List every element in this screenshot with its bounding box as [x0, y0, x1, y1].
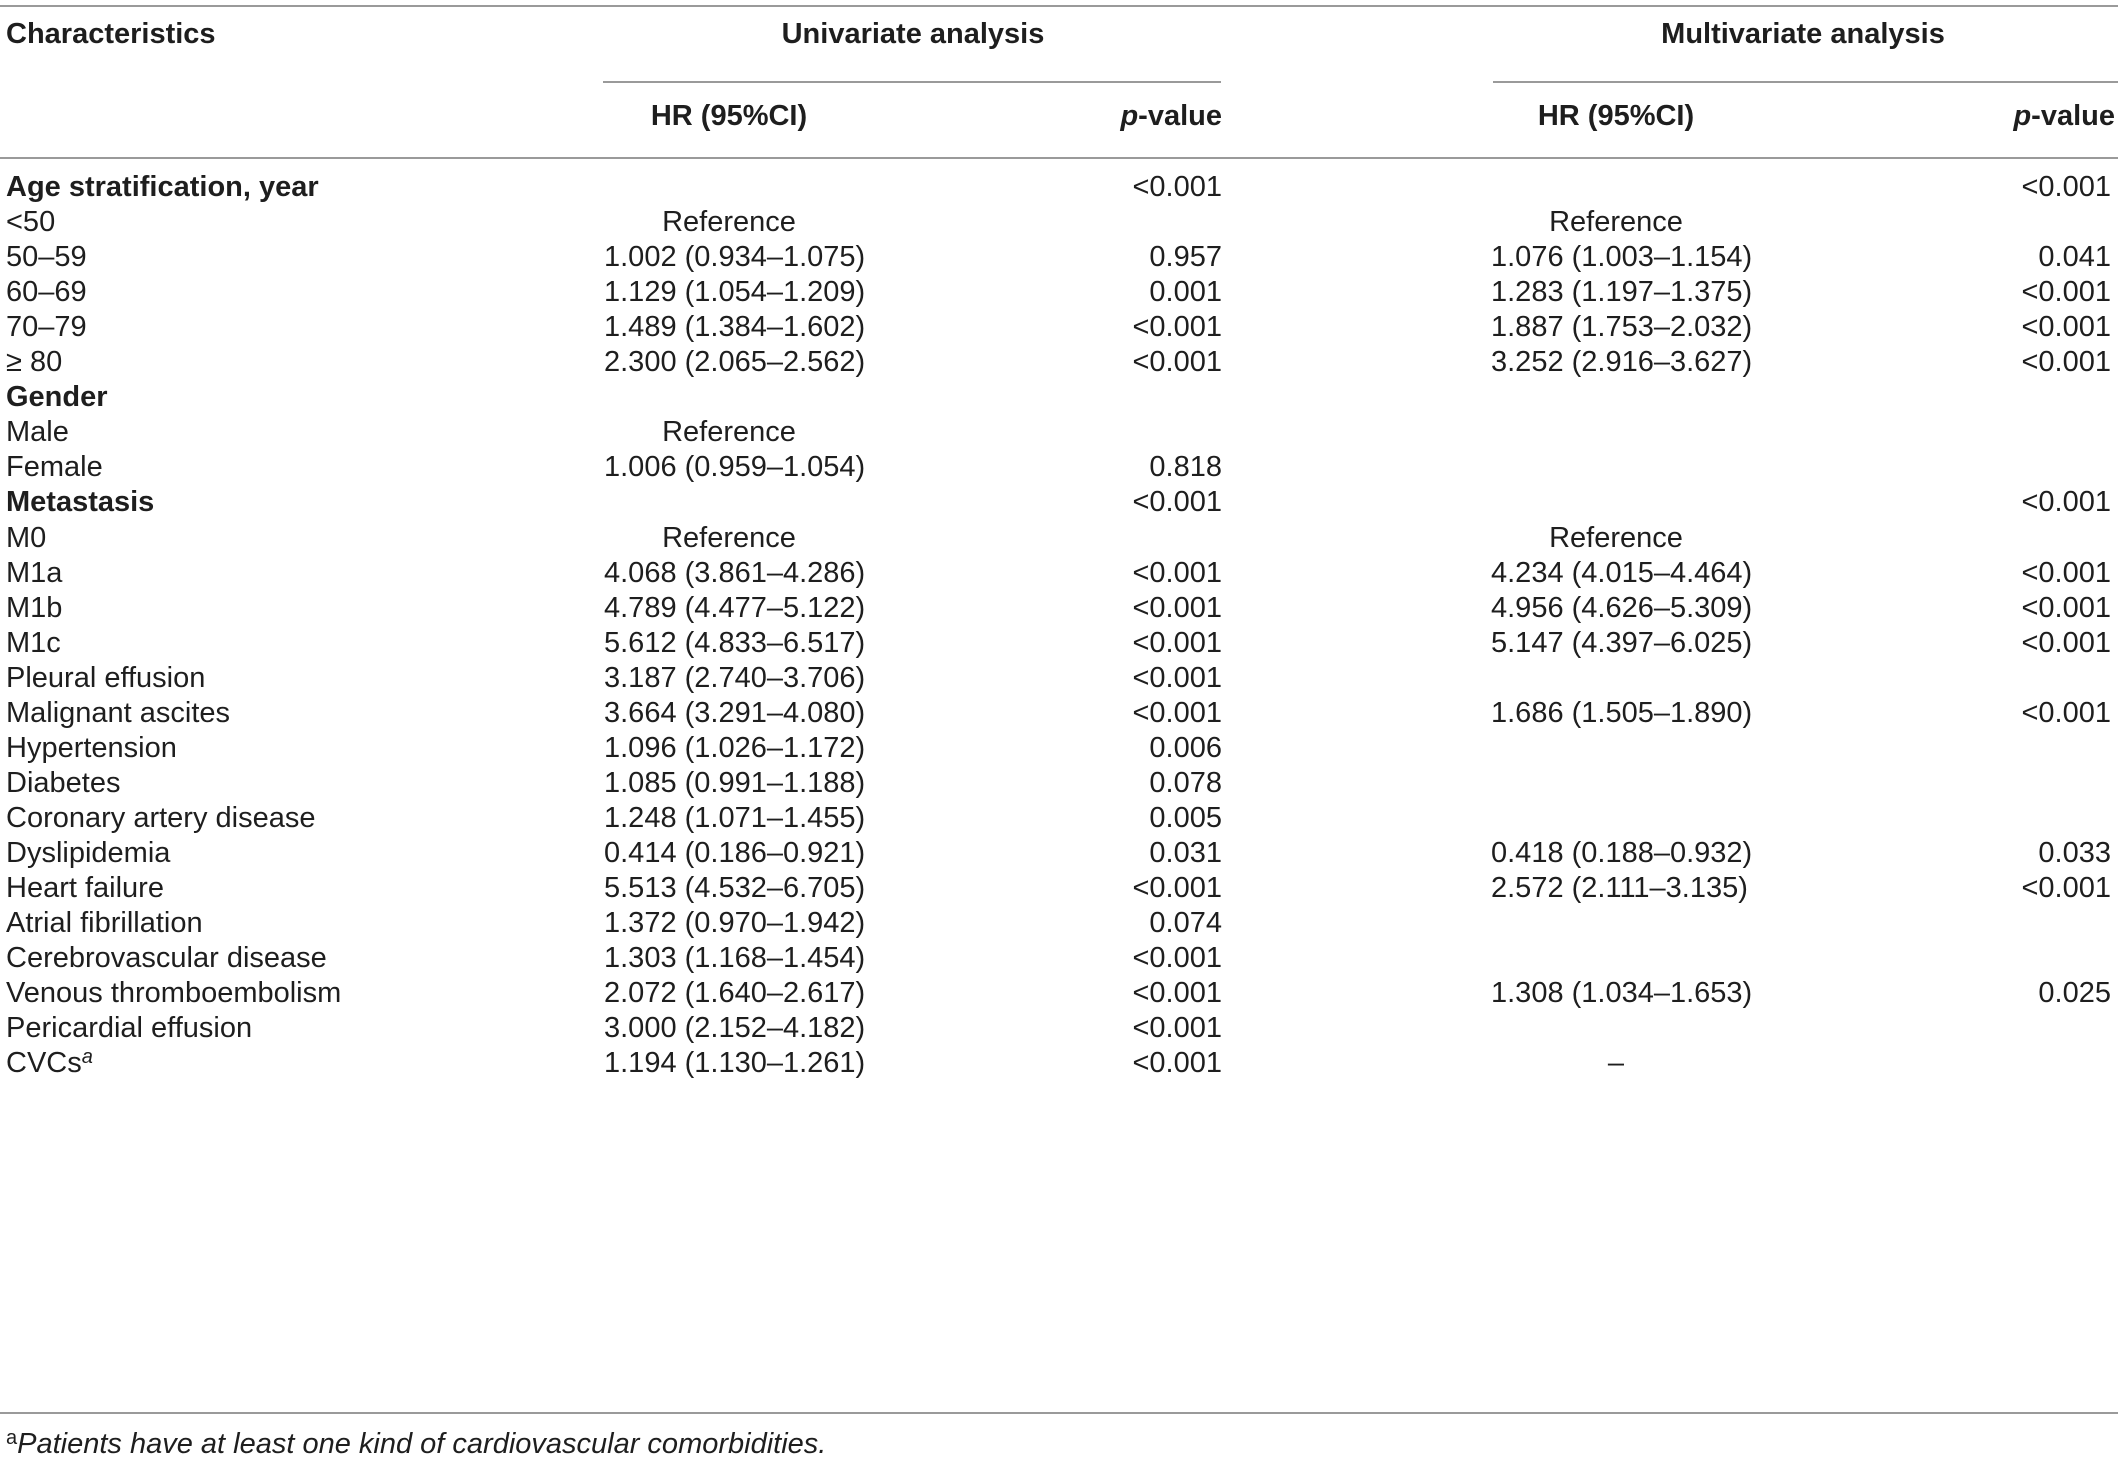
row-label: Cerebrovascular disease: [6, 942, 327, 975]
hr-univariate: 1.194 (1.130–1.261): [604, 1047, 866, 1080]
row-label: Dyslipidemia: [6, 836, 171, 869]
hr-univariate: 3.187 (2.740–3.706): [604, 661, 866, 694]
p-value-univariate: <0.001: [1132, 346, 1222, 379]
multivariate-span-rule: [1493, 81, 2118, 83]
row-label: M0: [6, 521, 47, 554]
header-multivariate: Multivariate analysis: [1661, 18, 1945, 50]
p-value-univariate: 0.818: [1149, 451, 1222, 484]
hr-univariate: 3.000 (2.152–4.182): [604, 1012, 866, 1045]
row-label: 70–79: [6, 311, 87, 344]
p-value-multivariate: <0.001: [2021, 872, 2111, 904]
hr-multivariate: Reference: [1549, 521, 1683, 554]
hr-univariate: 4.068 (3.861–4.286): [604, 556, 866, 589]
hr-univariate: 1.129 (1.054–1.209): [604, 276, 866, 309]
header-p-multivariate: p-value: [2013, 100, 2115, 132]
hr-multivariate: 5.147 (4.397–6.025): [1491, 626, 1753, 659]
p-value-multivariate: <0.001: [2021, 171, 2111, 203]
p-value-univariate: 0.001: [1149, 276, 1222, 309]
p-value-univariate: <0.001: [1132, 872, 1222, 904]
footnote-marker: a: [6, 1427, 18, 1449]
p-value-multivariate: 0.033: [2038, 836, 2111, 869]
p-value-univariate: 0.031: [1149, 836, 1222, 869]
row-label: Pericardial effusion: [6, 1012, 253, 1045]
hr-univariate: Reference: [662, 206, 796, 239]
p-value-multivariate: <0.001: [2021, 276, 2111, 309]
p-value-univariate: 0.957: [1149, 241, 1222, 274]
header-bottom-rule: [0, 157, 2118, 159]
hr-univariate: Reference: [662, 521, 796, 554]
p-value-multivariate: <0.001: [2021, 311, 2111, 344]
p-value-multivariate: 0.025: [2038, 977, 2111, 1010]
hr-multivariate: 1.076 (1.003–1.154): [1491, 241, 1753, 274]
header-hr-multivariate: HR (95%CI): [1537, 100, 1695, 132]
row-label: M1b: [6, 591, 63, 624]
hr-univariate: 1.489 (1.384–1.602): [604, 311, 866, 344]
p-value-univariate: <0.001: [1132, 556, 1222, 589]
row-label: Heart failure: [6, 872, 164, 904]
row-label: Malignant ascites: [6, 696, 231, 729]
table-row: [0, 1040, 2118, 1087]
hr-univariate: 1.303 (1.168–1.454): [604, 942, 866, 975]
hr-multivariate: 1.887 (1.753–2.032): [1491, 311, 1753, 344]
row-label: Hypertension: [6, 731, 177, 764]
hr-univariate: 1.096 (1.026–1.172): [604, 731, 866, 764]
hr-univariate: 5.612 (4.833–6.517): [604, 626, 866, 659]
p-value-univariate: <0.001: [1132, 1012, 1222, 1045]
row-label: Pleural effusion: [6, 661, 206, 694]
row-label: Metastasis: [6, 486, 155, 519]
hr-multivariate: 2.572 (2.111–3.135): [1491, 872, 1748, 904]
p-value-multivariate: <0.001: [2021, 556, 2111, 589]
p-value-univariate: <0.001: [1132, 311, 1222, 344]
hr-univariate: 1.002 (0.934–1.075): [604, 241, 866, 274]
row-label: Age stratification, year: [6, 171, 319, 203]
row-label: 50–59: [6, 241, 87, 274]
p-value-multivariate: <0.001: [2021, 591, 2111, 624]
header-univariate: Univariate analysis: [781, 18, 1045, 50]
row-label: Diabetes: [6, 766, 121, 799]
footnote-ref: a: [81, 1046, 93, 1069]
row-label: Gender: [6, 381, 108, 414]
hr-univariate: 5.513 (4.532–6.705): [604, 872, 866, 904]
row-label: Atrial fibrillation: [6, 907, 203, 940]
hr-multivariate: 4.234 (4.015–4.464): [1491, 556, 1753, 589]
hr-multivariate: 0.418 (0.188–0.932): [1491, 836, 1753, 869]
p-value-univariate: 0.005: [1149, 801, 1222, 834]
univariate-span-rule: [603, 81, 1221, 83]
hr-multivariate: 1.283 (1.197–1.375): [1491, 276, 1753, 309]
hr-multivariate: 3.252 (2.916–3.627): [1491, 346, 1753, 379]
hr-multivariate: 1.308 (1.034–1.653): [1491, 977, 1753, 1010]
footnote-text: Patients have at least one kind of cardiovascular comorbidities.: [17, 1428, 827, 1460]
hr-univariate: 1.372 (0.970–1.942): [604, 907, 866, 940]
p-value-univariate: 0.074: [1149, 907, 1222, 940]
p-value-univariate: <0.001: [1132, 1047, 1222, 1080]
hr-univariate: 2.300 (2.065–2.562): [604, 346, 866, 379]
row-label: ≥ 80: [6, 346, 63, 379]
p-value-univariate: <0.001: [1132, 171, 1222, 203]
row-label: M1c: [6, 626, 61, 659]
hr-univariate: 1.006 (0.959–1.054): [604, 451, 866, 484]
row-label: CVCs$^a$: [6, 1046, 93, 1080]
table-top-rule: [0, 5, 2118, 7]
hr-multivariate: 1.686 (1.505–1.890): [1491, 696, 1753, 729]
p-value-univariate: 0.078: [1149, 766, 1222, 799]
row-label: Coronary artery disease: [6, 801, 316, 834]
p-value-multivariate: 0.041: [2038, 241, 2111, 274]
row-label: <50: [6, 206, 56, 239]
table-footnote: [6, 1418, 826, 1464]
p-value-multivariate: <0.001: [2021, 346, 2111, 379]
hr-univariate: 3.664 (3.291–4.080): [604, 696, 866, 729]
hr-multivariate: Reference: [1549, 206, 1683, 239]
p-value-multivariate: <0.001: [2021, 486, 2111, 519]
hr-univariate: Reference: [662, 416, 796, 449]
hr-multivariate: –: [1607, 1047, 1625, 1080]
p-value-multivariate: <0.001: [2021, 696, 2111, 729]
hr-univariate: 0.414 (0.186–0.921): [604, 836, 866, 869]
p-value-multivariate: <0.001: [2021, 626, 2111, 659]
p-value-univariate: <0.001: [1132, 661, 1222, 694]
p-value-univariate: <0.001: [1132, 977, 1222, 1010]
row-label: 60–69: [6, 276, 87, 309]
p-value-univariate: <0.001: [1132, 591, 1222, 624]
hr-multivariate: 4.956 (4.626–5.309): [1491, 591, 1753, 624]
p-value-univariate: <0.001: [1132, 626, 1222, 659]
header-characteristics: Characteristics: [6, 18, 216, 50]
row-label: Venous thromboembolism: [6, 977, 342, 1010]
row-label: M1a: [6, 556, 63, 589]
row-label: Female: [6, 451, 103, 484]
hr-univariate: 2.072 (1.640–2.617): [604, 977, 866, 1010]
p-value-univariate: <0.001: [1132, 486, 1222, 519]
table-bottom-rule: [0, 1412, 2118, 1414]
p-value-univariate: <0.001: [1132, 942, 1222, 975]
p-value-univariate: 0.006: [1149, 731, 1222, 764]
header-p-univariate: p-value: [1120, 100, 1222, 132]
header-hr-univariate: HR (95%CI): [650, 100, 808, 132]
row-label: Male: [6, 416, 69, 449]
hr-univariate: 1.248 (1.071–1.455): [604, 801, 866, 834]
hr-univariate: 1.085 (0.991–1.188): [604, 766, 866, 799]
p-value-univariate: <0.001: [1132, 696, 1222, 729]
hr-univariate: 4.789 (4.477–5.122): [604, 591, 866, 624]
